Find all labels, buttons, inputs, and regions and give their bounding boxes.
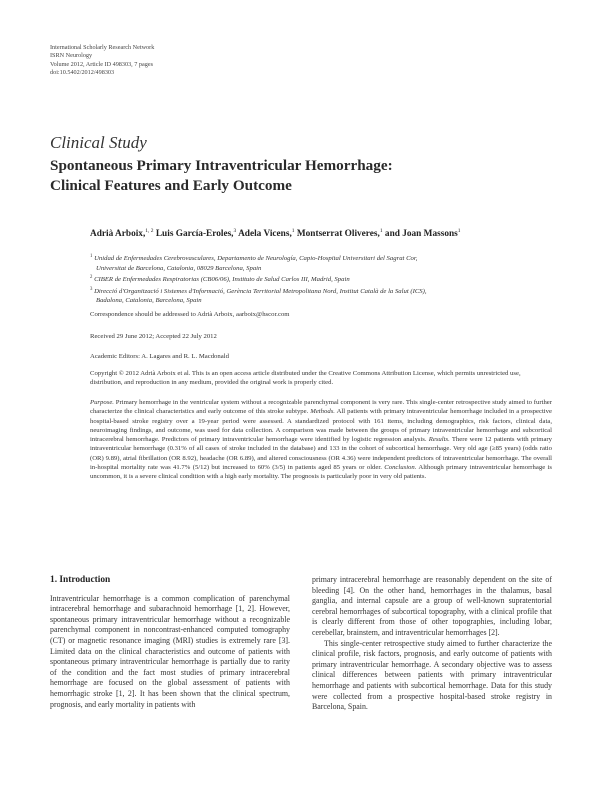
academic-editors: Academic Editors: A. Lagares and R. L. Macdonald: [90, 353, 229, 360]
abstract-purpose: Primary hemorrhage in the ventricular system without a recognizable parenchymal component is very rare. This single-center retrospective study aimed to further characterize the clinical characteristics and early outcome of this stroke subtype.: [90, 399, 552, 416]
journal-name: ISRN Neurology: [50, 52, 93, 60]
journal-info: [50, 44, 154, 78]
right-column: [312, 575, 552, 713]
author: Luis García-Eroles,$^3$: [155, 228, 237, 240]
author: Montserrat Oliveres,$^1$: [296, 228, 383, 240]
abstract-conclusion: Although primary intraventricular hemorrhage is uncommon, it is a severe clinical condition with a high early mortality. The prognosis is particularly poor in very old patients.: [90, 464, 552, 481]
abstract-results: There were 12 patients with primary intraventricular hemorrhage (0.31% of all cases of stroke included in the database) and 133 in the cohort of subcortical hemorrhage. Very old age (≥85 years) (odds ratio (OR) 9.89), atrial fibrillation (OR 8.92), headache (OR 6.89), and altered consciousness (OR 4.36) were independent predictors of intraventricular hemorrhage. The overall in-hospital mortality rate was 41.7% (5/12) but increased to 60% (3/5) in patients aged 85 years or older.: [90, 436, 553, 472]
affiliation: $^1$ Unidad de Enfermedades Cerebrovasculares, Departamento de Neurología, Capio-Hospital Universitari del Sagrat Cor, Universitat de Barcelona, Catalonia, 08029 Barcelona, Spain: [90, 254, 418, 272]
copyright-notice: Copyright © 2012 Adrià Arboix et al. This is an open access article distributed under the Creative Commons Attribution License, which permits unrestricted use, distribution, and reproduction in any medium, provided the original work is properly cited.: [90, 370, 521, 387]
journal-network: International Scholarly Research Network: [50, 44, 155, 51]
body-paragraph: Intraventricular hemorrhage is a common complication of parenchymal intracerebral hemorrhage and subarachnoid hemorrhage [1, 2]. However, spontaneous primary intraventricular hemorrhage without a recognizable parenchymal component in noncontrast-enhanced computed tomography (CT) or magnetic resonance imaging (MRI) studies is extremely rare [3]. Limited data on the clinical characteristics and outcome of patients with spontaneous primary intraventricular hemorrhage is partially due to rarity of the condition and the fact most studies of primary intracerebral hemorrhage are focused on the global assessment of patients with hemorrhagic stroke [1, 2]. It has been shown that the clinical spectrum, prognosis, and early mortality in patients with: [50, 593, 290, 709]
abstract-conclusion-label: Conclusion.: [384, 464, 417, 472]
author: Adela Vicens,$^1$: [238, 228, 295, 240]
affiliation: $^3$ Direcció d'Organització i Sistemes d'Informació, Gerència Territorial Metropolitana Nord, Institut Català de la Salut (ICS), Badalona, Catalonia, Barcelona, Spain: [90, 286, 427, 304]
abstract: [90, 398, 552, 482]
study-type: Clinical Study: [50, 133, 147, 152]
correspondence: Correspondence should be addressed to Adrià Arboix, aarboix@hscor.com: [90, 311, 290, 318]
abstract-results-label: Results.: [428, 436, 450, 444]
left-column: [50, 575, 290, 710]
title-line-1: Spontaneous Primary Intraventricular Hemorrhage:: [50, 157, 393, 174]
abstract-methods-label: Methods.: [310, 408, 335, 416]
author-list: [90, 228, 461, 239]
affiliations: [90, 252, 552, 305]
section-heading-introduction: 1. Introduction: [50, 575, 111, 585]
body-paragraph: primary intracerebral hemorrhage are reasonably dependent on the site of bleeding [4]. On the other hand, hemorrhages in the thalamus, basal ganglia, and internal capsule are a group of well-known supratentorial cerebral hemorrhages of subcortical topography, with a clinical profile that is clearly different from those of other topographies, including lobar, cerebellar, brainstem, and intraventricular hemorrhages [2].: [312, 575, 552, 637]
paper-title: [50, 156, 530, 196]
journal-doi: doi:10.5402/2012/498303: [50, 69, 115, 77]
author: Adrià Arboix,$^{1, 2}$: [90, 228, 154, 240]
body-paragraph: This single-center retrospective study aimed to further characterize the clinical profile, risk factors, prognosis, and early outcome of patients with primary intraventricular hemorrhage. A secondary objective was to assess clinical differences between patients with primary intraventricular hemorrhage and patients with subcortical hemorrhage. Data for this study were collected from a prospective hospital-based stroke registry in Barcelona, Spain.: [312, 638, 552, 712]
received-accepted-dates: Received 29 June 2012; Accepted 22 July 2012: [90, 333, 217, 340]
author: and Joan Massons$^1$: [384, 228, 461, 240]
affiliation: $^2$ CIBER de Enfermedades Respiratorias (CB06/06), Instituto de Salud Carlos III, Madrid, Spain: [90, 274, 350, 284]
abstract-methods: All patients with primary intraventricular hemorrhage included in a prospective hospital-based stroke registry over a 19-year period were assessed. A standardized protocol with 161 items, including demographics, risk factors, clinical data, neuroimaging findings, and outcome, was used for data collection. A comparison was made between the groups of primary intraventricular hemorrhage and subcortical intracerebral hemorrhage. Predictors of primary intraventricular hemorrhage were identified by logistic regression analysis.: [90, 408, 552, 444]
journal-volume: Volume 2012, Article ID 498303, 7 pages: [50, 60, 153, 68]
abstract-purpose-label: Purpose.: [90, 399, 114, 406]
title-line-2: Clinical Features and Early Outcome: [50, 177, 292, 194]
